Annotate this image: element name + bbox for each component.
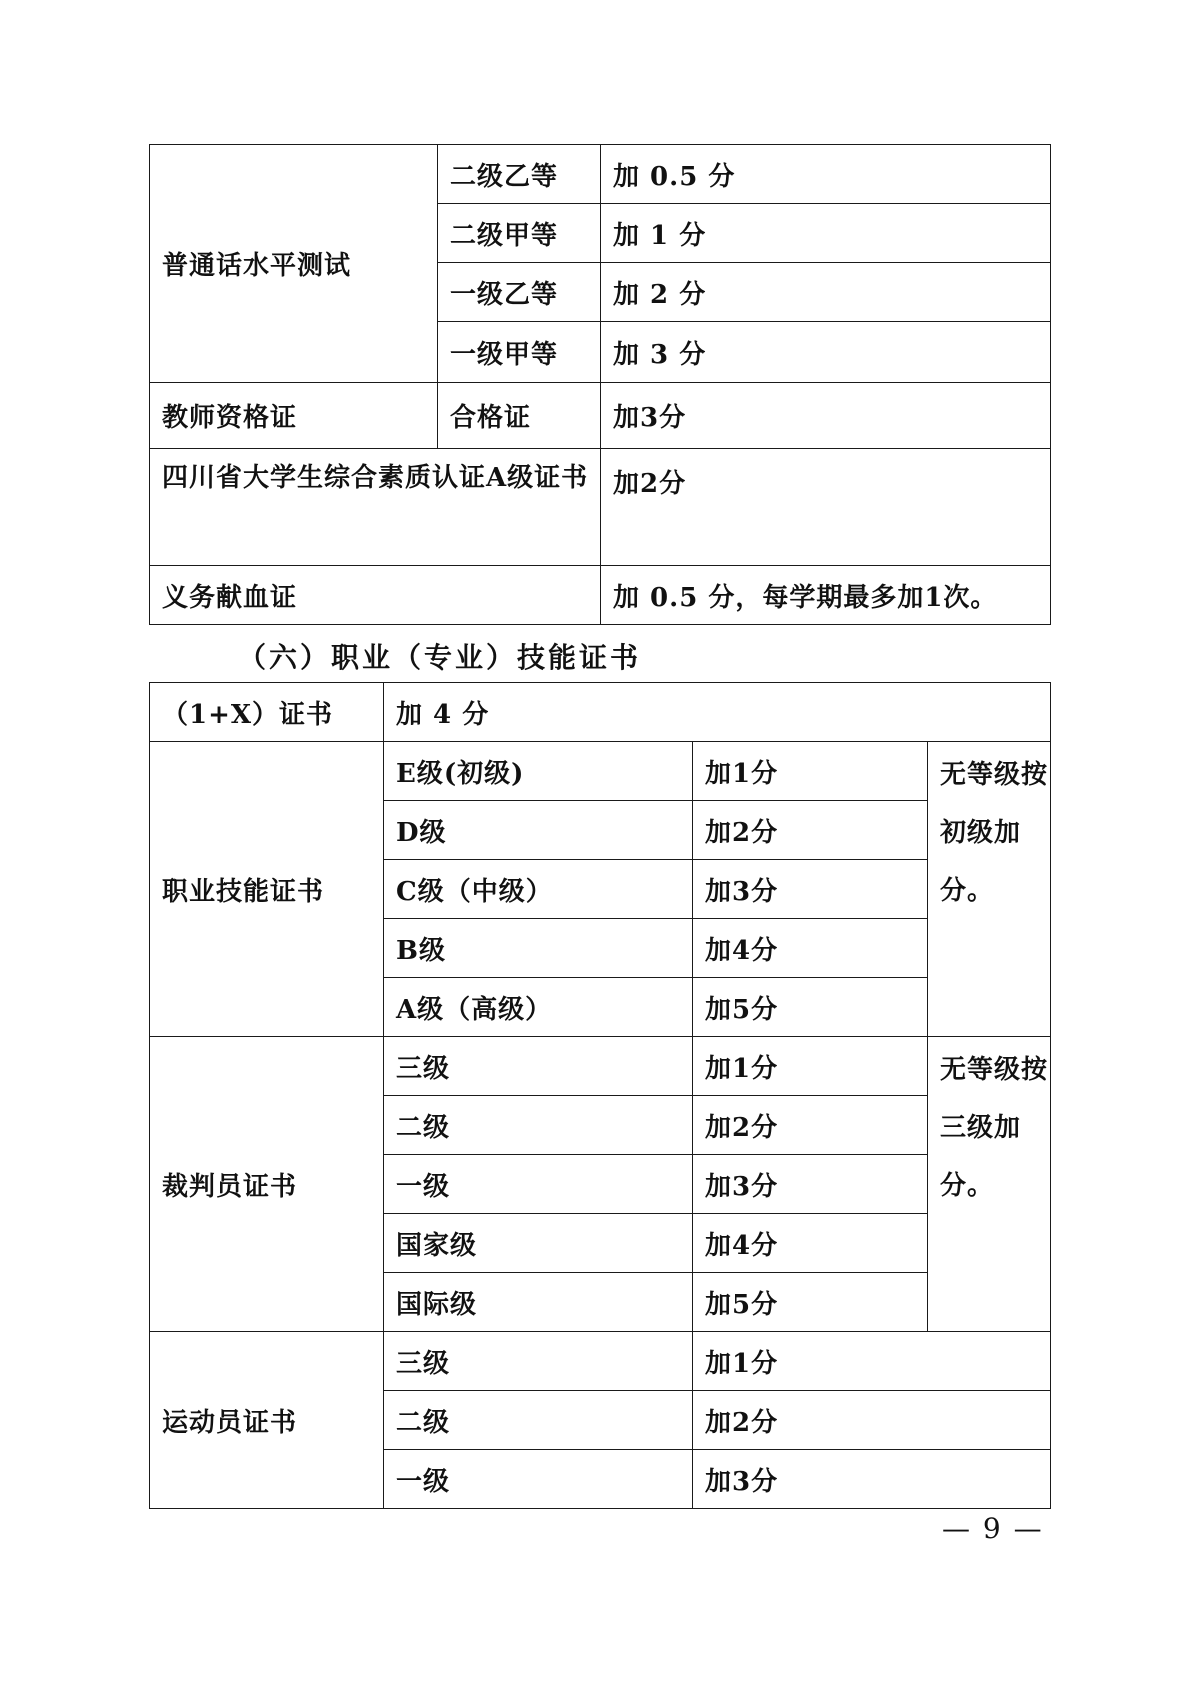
category-cell: 普通话水平测试: [150, 145, 438, 383]
level-cell: 合格证: [438, 383, 601, 449]
category-cell: 四川省大学生综合素质认证A级证书: [150, 449, 601, 566]
note-cell: 无等级按初级加分。: [928, 742, 1051, 1037]
score-cell: 加5分: [693, 1273, 928, 1332]
table-row: [150, 1037, 1051, 1096]
level-cell: 国际级: [384, 1273, 693, 1332]
level-cell: 二级甲等: [438, 204, 601, 263]
score-cell: 加2分: [601, 449, 1051, 566]
score-cell: 加 0.5 分，每学期最多加1次。: [601, 566, 1051, 625]
level-cell: B级: [384, 919, 693, 978]
level-cell: C级（中级）: [384, 860, 693, 919]
level-cell: 一级乙等: [438, 263, 601, 322]
score-cell: 加3分: [693, 1155, 928, 1214]
table-row: [150, 449, 1051, 566]
score-cell: 加3分: [693, 860, 928, 919]
score-cell: 加 4 分: [384, 683, 1051, 742]
level-cell: 三级: [384, 1037, 693, 1096]
level-cell: 一级甲等: [438, 322, 601, 383]
table-row: [150, 566, 1051, 625]
level-cell: 二级: [384, 1391, 693, 1450]
category-cell: 裁判员证书: [150, 1037, 384, 1332]
score-cell: 加4分: [693, 919, 928, 978]
score-cell: 加 0.5 分: [601, 145, 1051, 204]
score-cell: 加1分: [693, 742, 928, 801]
score-cell: 加 1 分: [601, 204, 1051, 263]
level-cell: 一级: [384, 1450, 693, 1509]
category-cell: 职业技能证书: [150, 742, 384, 1037]
table-row: [150, 1332, 1051, 1391]
score-cell: 加3分: [601, 383, 1051, 449]
table-row: [150, 683, 1051, 742]
score-cell: 加1分: [693, 1332, 1051, 1391]
score-cell: 加2分: [693, 801, 928, 860]
level-cell: A级（高级）: [384, 978, 693, 1037]
score-cell: 加4分: [693, 1214, 928, 1273]
table-row: [150, 383, 1051, 449]
level-cell: 一级: [384, 1155, 693, 1214]
level-cell: 国家级: [384, 1214, 693, 1273]
score-cell: 加2分: [693, 1391, 1051, 1450]
level-cell: 三级: [384, 1332, 693, 1391]
level-cell: 二级乙等: [438, 145, 601, 204]
table-row: [150, 742, 1051, 801]
category-cell: 义务献血证: [150, 566, 601, 625]
section-heading: （六）职业（专业）技能证书: [238, 641, 642, 674]
category-cell: （1+X）证书: [150, 683, 384, 742]
score-cell: 加5分: [693, 978, 928, 1037]
score-cell: 加 2 分: [601, 263, 1051, 322]
language-cert-table: [149, 144, 1051, 625]
score-cell: 加1分: [693, 1037, 928, 1096]
skill-cert-table: [149, 741, 1051, 1509]
level-cell: E级(初级): [384, 742, 693, 801]
page-number: — 9 —: [942, 1512, 1044, 1545]
note-cell: 无等级按三级加分。: [928, 1037, 1051, 1332]
onex-cert-table: [149, 682, 1051, 742]
category-cell: 教师资格证: [150, 383, 438, 449]
table-row: [150, 145, 1051, 204]
category-cell: 运动员证书: [150, 1332, 384, 1509]
score-cell: 加3分: [693, 1450, 1051, 1509]
level-cell: D级: [384, 801, 693, 860]
level-cell: 二级: [384, 1096, 693, 1155]
score-cell: 加 3 分: [601, 322, 1051, 383]
score-cell: 加2分: [693, 1096, 928, 1155]
